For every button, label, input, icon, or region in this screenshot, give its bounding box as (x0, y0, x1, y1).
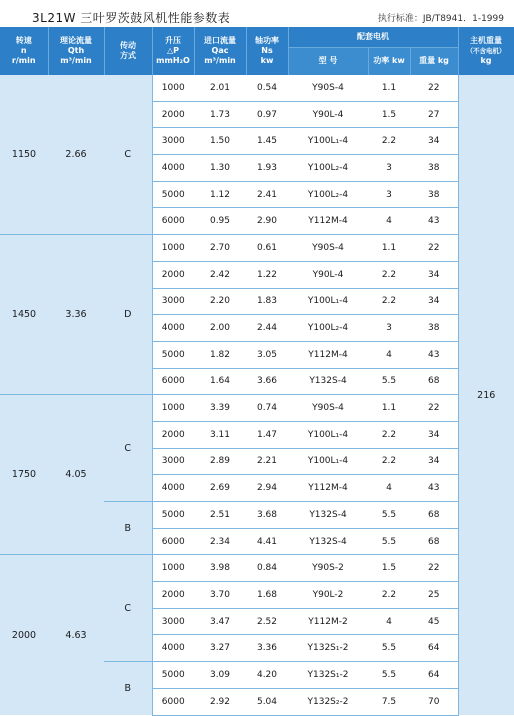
pressure-cell: 3000 (152, 128, 194, 155)
shaft-power-cell: 0.74 (246, 395, 288, 422)
header-motor: 配套电机 (288, 27, 458, 47)
pressure-cell: 3000 (152, 608, 194, 635)
pressure-cell: 4000 (152, 475, 194, 502)
motor-power-cell: 2.2 (368, 288, 410, 315)
inlet-flow-cell: 2.01 (194, 75, 246, 101)
shaft-power-cell: 5.04 (246, 688, 288, 715)
shaft-power-cell: 2.52 (246, 608, 288, 635)
motor-model-cell: Y112M-4 (288, 208, 368, 235)
motor-model-cell: Y132S₂-2 (288, 688, 368, 715)
motor-power-cell: 1.1 (368, 235, 410, 262)
table-row (0, 235, 514, 262)
motor-power-cell: 2.2 (368, 448, 410, 475)
speed-cell: 1150 (0, 75, 48, 235)
inlet-flow-cell: 3.11 (194, 421, 246, 448)
inlet-flow-cell: 2.92 (194, 688, 246, 715)
inlet-flow-cell: 1.73 (194, 101, 246, 128)
motor-model-cell: Y90L-4 (288, 261, 368, 288)
header-weight: 重量 kg (410, 47, 458, 75)
motor-power-cell: 2.2 (368, 128, 410, 155)
inlet-flow-cell: 1.82 (194, 341, 246, 368)
motor-weight-cell: 22 (410, 75, 458, 101)
table-body (0, 75, 514, 715)
motor-model-cell: Y100L₁-4 (288, 128, 368, 155)
motor-model-cell: Y112M-4 (288, 475, 368, 502)
inlet-flow-cell: 1.30 (194, 155, 246, 182)
shaft-power-cell: 2.41 (246, 181, 288, 208)
pressure-cell: 2000 (152, 101, 194, 128)
header-drive: 传动 方式 (104, 27, 152, 75)
inlet-flow-cell: 3.98 (194, 555, 246, 582)
shaft-power-cell: 3.66 (246, 368, 288, 395)
shaft-power-cell: 2.44 (246, 315, 288, 342)
drive-cell: B (104, 662, 152, 715)
motor-weight-cell: 38 (410, 181, 458, 208)
pressure-cell: 1000 (152, 555, 194, 582)
motor-weight-cell: 22 (410, 555, 458, 582)
motor-model-cell: Y132S-4 (288, 502, 368, 529)
shaft-power-cell: 1.93 (246, 155, 288, 182)
motor-weight-cell: 22 (410, 395, 458, 422)
table-row (0, 395, 514, 422)
inlet-flow-cell: 3.27 (194, 635, 246, 662)
title-bar (0, 0, 514, 28)
shaft-power-cell: 0.97 (246, 101, 288, 128)
inlet-flow-cell: 2.20 (194, 288, 246, 315)
motor-weight-cell: 38 (410, 155, 458, 182)
motor-weight-cell: 64 (410, 662, 458, 689)
motor-weight-cell: 22 (410, 235, 458, 262)
motor-model-cell: Y100L₁-4 (288, 288, 368, 315)
motor-weight-cell: 34 (410, 261, 458, 288)
speed-cell: 1750 (0, 395, 48, 555)
motor-weight-cell: 25 (410, 582, 458, 609)
shaft-power-cell: 2.94 (246, 475, 288, 502)
inlet-flow-cell: 3.09 (194, 662, 246, 689)
shaft-power-cell: 1.83 (246, 288, 288, 315)
pressure-cell: 2000 (152, 582, 194, 609)
shaft-power-cell: 3.68 (246, 502, 288, 529)
motor-power-cell: 3 (368, 315, 410, 342)
main-weight-cell: 216 (458, 75, 514, 715)
inlet-flow-cell: 1.64 (194, 368, 246, 395)
header-speed: 转速 n r/min (0, 27, 48, 75)
theory-flow-cell: 2.66 (48, 75, 104, 235)
inlet-flow-cell: 2.51 (194, 502, 246, 529)
inlet-flow-cell: 2.00 (194, 315, 246, 342)
pressure-cell: 5000 (152, 502, 194, 529)
pressure-cell: 2000 (152, 421, 194, 448)
table-row (0, 75, 514, 101)
motor-power-cell: 5.5 (368, 528, 410, 555)
shaft-power-cell: 2.90 (246, 208, 288, 235)
motor-weight-cell: 45 (410, 608, 458, 635)
drive-cell: D (104, 235, 152, 395)
performance-table (0, 27, 514, 716)
motor-power-cell: 5.5 (368, 635, 410, 662)
motor-weight-cell: 34 (410, 421, 458, 448)
motor-weight-cell: 34 (410, 448, 458, 475)
motor-power-cell: 7.5 (368, 688, 410, 715)
motor-weight-cell: 34 (410, 128, 458, 155)
inlet-flow-cell: 3.39 (194, 395, 246, 422)
motor-power-cell: 3 (368, 181, 410, 208)
motor-power-cell: 4 (368, 475, 410, 502)
header-main-weight: 主机重量 （不含电机） kg (458, 27, 514, 75)
shaft-power-cell: 0.54 (246, 75, 288, 101)
motor-power-cell: 4 (368, 341, 410, 368)
motor-power-cell: 5.5 (368, 502, 410, 529)
motor-power-cell: 4 (368, 208, 410, 235)
motor-model-cell: Y100L₁-4 (288, 448, 368, 475)
header-theory-flow: 理论流量 Qth m³/min (48, 27, 104, 75)
shaft-power-cell: 1.22 (246, 261, 288, 288)
header-model: 型 号 (288, 47, 368, 75)
motor-power-cell: 4 (368, 608, 410, 635)
motor-model-cell: Y90L-2 (288, 582, 368, 609)
inlet-flow-cell: 3.70 (194, 582, 246, 609)
motor-model-cell: Y132S₁-2 (288, 662, 368, 689)
motor-model-cell: Y112M-4 (288, 341, 368, 368)
shaft-power-cell: 3.05 (246, 341, 288, 368)
speed-cell: 1450 (0, 235, 48, 395)
motor-weight-cell: 38 (410, 315, 458, 342)
shaft-power-cell: 3.36 (246, 635, 288, 662)
motor-weight-cell: 68 (410, 368, 458, 395)
header-power: 功率 kw (368, 47, 410, 75)
motor-model-cell: Y90S-4 (288, 75, 368, 101)
pressure-cell: 1000 (152, 75, 194, 101)
motor-model-cell: Y90S-2 (288, 555, 368, 582)
drive-cell: C (104, 75, 152, 235)
theory-flow-cell: 3.36 (48, 235, 104, 395)
pressure-cell: 1000 (152, 235, 194, 262)
motor-power-cell: 5.5 (368, 368, 410, 395)
motor-power-cell: 1.1 (368, 75, 410, 101)
inlet-flow-cell: 2.42 (194, 261, 246, 288)
inlet-flow-cell: 2.69 (194, 475, 246, 502)
motor-weight-cell: 68 (410, 528, 458, 555)
pressure-cell: 6000 (152, 208, 194, 235)
motor-power-cell: 5.5 (368, 662, 410, 689)
pressure-cell: 5000 (152, 181, 194, 208)
pressure-cell: 4000 (152, 315, 194, 342)
pressure-cell: 4000 (152, 155, 194, 182)
standard-reference: 执行标准：JB/T8941．1-1999 (377, 14, 504, 24)
motor-model-cell: Y132S-4 (288, 368, 368, 395)
theory-flow-cell: 4.05 (48, 395, 104, 555)
shaft-power-cell: 1.68 (246, 582, 288, 609)
motor-weight-cell: 68 (410, 502, 458, 529)
motor-model-cell: Y132S₁-2 (288, 635, 368, 662)
shaft-power-cell: 1.45 (246, 128, 288, 155)
pressure-cell: 4000 (152, 635, 194, 662)
motor-weight-cell: 64 (410, 635, 458, 662)
shaft-power-cell: 2.21 (246, 448, 288, 475)
table-title: 3L21W 三叶罗茨鼓风机性能参数表 (32, 11, 231, 25)
inlet-flow-cell: 0.95 (194, 208, 246, 235)
motor-model-cell: Y100L₂-4 (288, 181, 368, 208)
pressure-cell: 2000 (152, 261, 194, 288)
shaft-power-cell: 4.20 (246, 662, 288, 689)
motor-power-cell: 3 (368, 155, 410, 182)
motor-weight-cell: 43 (410, 341, 458, 368)
motor-model-cell: Y100L₂-4 (288, 155, 368, 182)
pressure-cell: 1000 (152, 395, 194, 422)
motor-power-cell: 2.2 (368, 261, 410, 288)
motor-weight-cell: 27 (410, 101, 458, 128)
pressure-cell: 5000 (152, 341, 194, 368)
pressure-cell: 6000 (152, 368, 194, 395)
inlet-flow-cell: 2.70 (194, 235, 246, 262)
motor-model-cell: Y100L₁-4 (288, 421, 368, 448)
motor-power-cell: 1.1 (368, 395, 410, 422)
header-inlet-flow: 进口流量 Qac m³/min (194, 27, 246, 75)
shaft-power-cell: 0.84 (246, 555, 288, 582)
inlet-flow-cell: 2.89 (194, 448, 246, 475)
motor-power-cell: 1.5 (368, 101, 410, 128)
header-shaft-power: 轴功率 Ns kw (246, 27, 288, 75)
inlet-flow-cell: 1.50 (194, 128, 246, 155)
pressure-cell: 5000 (152, 662, 194, 689)
inlet-flow-cell: 3.47 (194, 608, 246, 635)
motor-model-cell: Y112M-2 (288, 608, 368, 635)
motor-model-cell: Y132S-4 (288, 528, 368, 555)
drive-cell: B (104, 502, 152, 555)
drive-cell: C (104, 395, 152, 502)
theory-flow-cell: 4.63 (48, 555, 104, 715)
table-row (0, 555, 514, 582)
pressure-cell: 6000 (152, 528, 194, 555)
motor-weight-cell: 70 (410, 688, 458, 715)
header-pressure: 升压 △P mmH₂O (152, 27, 194, 75)
drive-cell: C (104, 555, 152, 662)
shaft-power-cell: 4.41 (246, 528, 288, 555)
motor-weight-cell: 43 (410, 475, 458, 502)
speed-cell: 2000 (0, 555, 48, 715)
motor-model-cell: Y100L₂-4 (288, 315, 368, 342)
pressure-cell: 6000 (152, 688, 194, 715)
motor-power-cell: 2.2 (368, 421, 410, 448)
inlet-flow-cell: 2.34 (194, 528, 246, 555)
motor-weight-cell: 43 (410, 208, 458, 235)
motor-model-cell: Y90S-4 (288, 235, 368, 262)
motor-model-cell: Y90S-4 (288, 395, 368, 422)
shaft-power-cell: 0.61 (246, 235, 288, 262)
motor-weight-cell: 34 (410, 288, 458, 315)
pressure-cell: 3000 (152, 288, 194, 315)
motor-power-cell: 1.5 (368, 555, 410, 582)
shaft-power-cell: 1.47 (246, 421, 288, 448)
inlet-flow-cell: 1.12 (194, 181, 246, 208)
motor-model-cell: Y90L-4 (288, 101, 368, 128)
motor-power-cell: 2.2 (368, 582, 410, 609)
pressure-cell: 3000 (152, 448, 194, 475)
